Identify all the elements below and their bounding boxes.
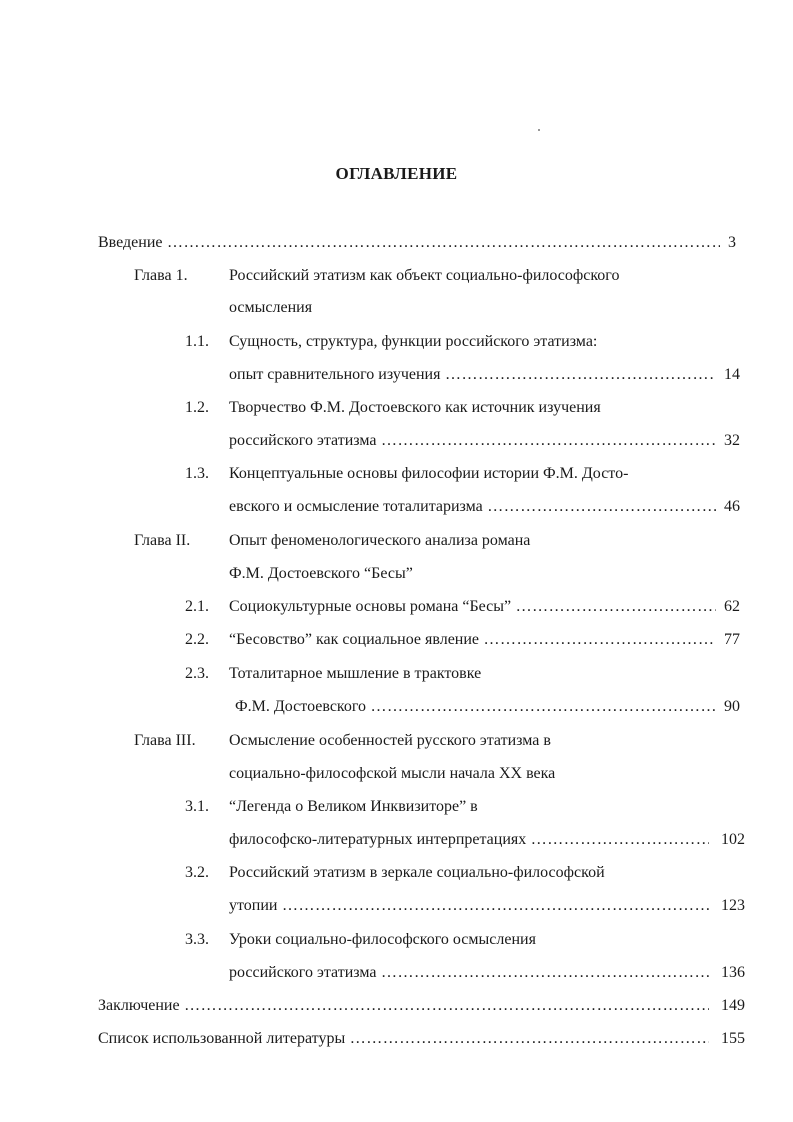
section-1-1-title-line1: Сущность, структура, функции российского этатизма:	[229, 333, 598, 350]
section-1-1-number: 1.1.	[185, 333, 209, 350]
section-1-2-title-line2: российского этатизма …………………………………………………………………………………………………………………………………………………………………………………………………………	[229, 431, 716, 451]
toc-entry-bibliography: Список использованной литературы …………………………………………………………………………………………………………………………………………………………………………………………………………	[98, 1029, 709, 1049]
section-1-3-title-line1: Концептуальные основы философии истории Ф.М. Досто-	[229, 465, 629, 482]
chapter-3-title-line2: социально-философской мысли начала XX века	[229, 765, 556, 782]
chapter-1-title-line2: осмысления	[229, 299, 313, 316]
section-1-3-page: 46	[724, 498, 740, 515]
section-2-3-number: 2.3.	[185, 665, 209, 682]
section-3-1-page: 102	[721, 831, 745, 848]
chapter-3-label: Глава III.	[134, 732, 196, 749]
section-3-2-page: 123	[721, 897, 745, 914]
toc-entry-conclusion: Заключение …………………………………………………………………………………………………………………………………………………………………………………………………………	[98, 996, 709, 1016]
section-2-1-page: 62	[724, 598, 740, 615]
section-2-2-title: “Бесовство” как социальное явление …………………………………………………………………………………………………………………………………………………………………………………………………………	[229, 630, 716, 650]
section-3-2-title-line1: Российский этатизм в зеркале социально-философской	[229, 864, 605, 881]
section-2-1-title: Социокультурные основы романа “Бесы” …………………………………………………………………………………………………………………………………………………………………………………………………………	[229, 597, 716, 617]
section-1-2-number: 1.2.	[185, 399, 209, 416]
section-1-1-title-line2: опыт сравнительного изучения …………………………………………………………………………………………………………………………………………………………………………………………………………	[229, 365, 716, 385]
section-3-2-title-line2: утопии …………………………………………………………………………………………………………………………………………………………………………………………………………	[229, 896, 709, 916]
section-1-3-number: 1.3.	[185, 465, 209, 482]
chapter-1-label: Глава 1.	[134, 267, 188, 284]
section-2-3-title-line2: Ф.М. Достоевского …………………………………………………………………………………………………………………………………………………………………………………………………………	[235, 697, 716, 717]
page-title: ОГЛАВЛЕНИЕ	[335, 164, 458, 183]
section-3-3-page: 136	[721, 964, 745, 981]
chapter-2-title-line1: Опыт феноменологического анализа романа	[229, 532, 531, 549]
toc-page-conclusion: 149	[721, 997, 745, 1014]
section-2-1-number: 2.1.	[185, 598, 209, 615]
section-3-3-title-line1: Уроки социально-философского осмысления	[229, 931, 536, 948]
section-1-2-page: 32	[724, 432, 740, 449]
section-2-2-page: 77	[724, 631, 740, 648]
section-2-3-title-line1: Тоталитарное мышление в трактовке	[229, 665, 482, 682]
toc-page-intro: 3	[728, 234, 736, 251]
section-3-3-number: 3.3.	[185, 931, 209, 948]
scan-speck	[538, 129, 540, 131]
section-3-1-title-line1: “Легенда о Великом Инквизиторе” в	[229, 798, 478, 815]
section-3-3-title-line2: российского этатизма …………………………………………………………………………………………………………………………………………………………………………………………………………	[229, 963, 709, 983]
section-3-1-title-line2: философско-литературных интерпретациях …………………………………………………………………………………………………………………………………………………………………………………………………………	[229, 830, 709, 850]
chapter-2-title-line2: Ф.М. Достоевского “Бесы”	[229, 565, 413, 582]
toc-entry-intro: Введение …………………………………………………………………………………………………………………………………………………………………………………………………………	[98, 233, 720, 253]
toc-page-bibliography: 155	[721, 1030, 745, 1047]
section-3-1-number: 3.1.	[185, 798, 209, 815]
section-1-1-page: 14	[724, 366, 740, 383]
section-1-3-title-line2: евского и осмысление тоталитаризма …………………………………………………………………………………………………………………………………………………………………………………………………………	[229, 497, 716, 517]
section-3-2-number: 3.2.	[185, 864, 209, 881]
section-2-3-page: 90	[724, 698, 740, 715]
chapter-2-label: Глава II.	[134, 532, 191, 549]
section-1-2-title-line1: Творчество Ф.М. Достоевского как источник изучения	[229, 399, 601, 416]
chapter-1-title-line1: Российский этатизм как объект социально-философского	[229, 267, 620, 284]
chapter-3-title-line1: Осмысление особенностей русского этатизма в	[229, 732, 551, 749]
section-2-2-number: 2.2.	[185, 631, 209, 648]
